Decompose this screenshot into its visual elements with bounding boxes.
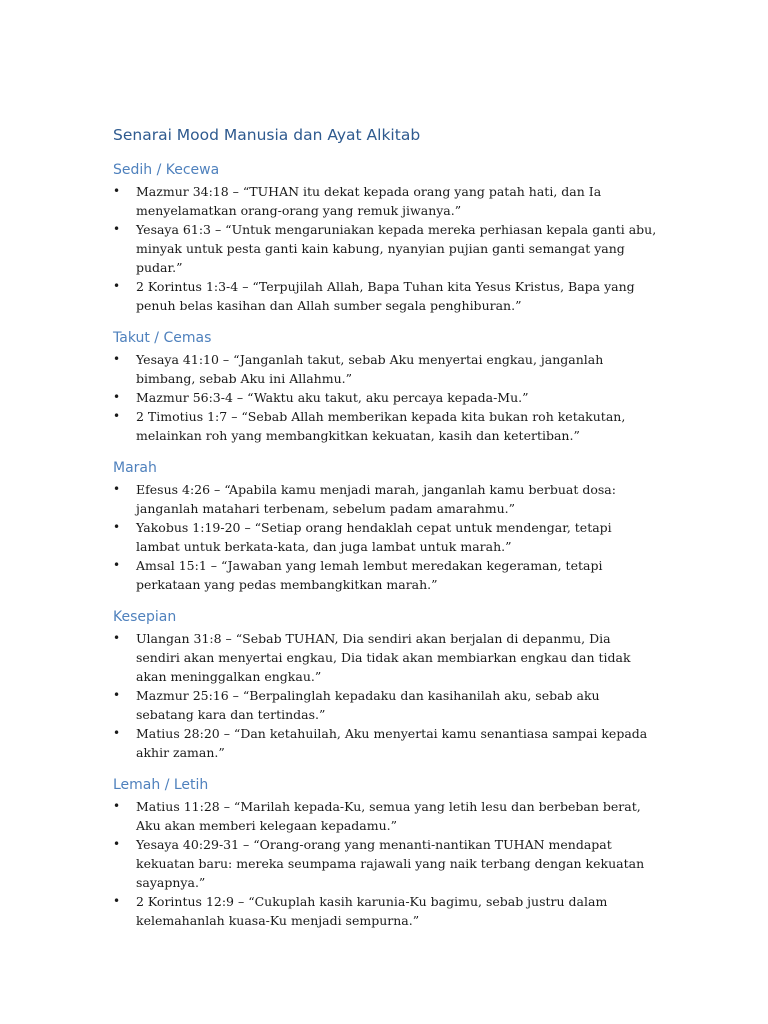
verse-text: 2 Timotius 1:7 – “Sebab Allah memberikan kepada kita bukan roh ketakutan, melainkan roh yang membangkitkan kekuatan, kasih dan ketertiban.”: [136, 409, 626, 443]
verse-list-item: [113, 686, 658, 724]
verse-list-item: [113, 182, 658, 220]
verse-text: Amsal 15:1 – “Jawaban yang lemah lembut meredakan kegeraman, tetapi perkataan yang pedas membangkitkan marah.”: [136, 558, 603, 592]
sections-container: [113, 160, 658, 930]
bullet-icon: •: [113, 894, 121, 908]
section-heading: Lemah / Letih: [113, 777, 209, 793]
bullet-icon: •: [113, 558, 121, 572]
document-title: Senarai Mood Manusia dan Ayat Alkitab: [113, 126, 421, 144]
verse-text: Matius 11:28 – “Marilah kepada-Ku, semua yang letih lesu dan berbeban berat, Aku akan memberi kelegaan kepadamu.”: [136, 799, 641, 833]
bullet-icon: •: [113, 631, 121, 645]
verse-list-item: [113, 350, 658, 388]
verse-text: Efesus 4:26 – “Apabila kamu menjadi marah, janganlah kamu berbuat dosa: janganlah matahari terbenam, sebelum padam amarahmu.”: [136, 482, 616, 516]
section: [113, 775, 658, 930]
verse-text: Yesaya 40:29-31 – “Orang-orang yang menanti-nantikan TUHAN mendapat kekuatan baru: mereka seumpama rajawali yang naik terbang dengan kekuatan sayapnya.”: [136, 837, 645, 890]
verse-text: Mazmur 34:18 – “TUHAN itu dekat kepada orang yang patah hati, dan Ia menyelamatkan orang-orang yang remuk jiwanya.”: [136, 184, 602, 218]
section: [113, 458, 658, 594]
section-heading: Takut / Cemas: [113, 330, 212, 346]
document-content: [113, 124, 658, 943]
bullet-icon: •: [113, 222, 121, 236]
section-heading: Sedih / Kecewa: [113, 162, 220, 178]
section: [113, 328, 658, 445]
verse-list-item: [113, 556, 658, 594]
verse-text: Yesaya 61:3 – “Untuk mengaruniakan kepada mereka perhiasan kepala ganti abu, minyak untuk pesta ganti kain kabung, nyanyian pujian ganti semangat yang pudar.”: [136, 222, 657, 275]
verse-list-item: [113, 724, 658, 762]
section-heading: Marah: [113, 460, 157, 476]
section-heading: Kesepian: [113, 609, 177, 625]
verse-list-item: [113, 277, 658, 315]
bullet-icon: •: [113, 482, 121, 496]
verse-text: 2 Korintus 1:3-4 – “Terpujilah Allah, Bapa Tuhan kita Yesus Kristus, Bapa yang penuh belas kasihan dan Allah sumber segala penghiburan.”: [136, 279, 635, 313]
verse-text: Yakobus 1:19-20 – “Setiap orang hendaklah cepat untuk mendengar, tetapi lambat untuk berkata-kata, dan juga lambat untuk marah.”: [136, 520, 612, 554]
verse-list-item: [113, 892, 658, 930]
bullet-icon: •: [113, 390, 121, 404]
bullet-icon: •: [113, 352, 121, 366]
verse-list: [113, 182, 658, 315]
verse-list-item: [113, 797, 658, 835]
bullet-icon: •: [113, 799, 121, 813]
bullet-icon: •: [113, 688, 121, 702]
bullet-icon: •: [113, 279, 121, 293]
verse-text: Yesaya 41:10 – “Janganlah takut, sebab Aku menyertai engkau, janganlah bimbang, sebab Aku ini Allahmu.”: [136, 352, 604, 386]
bullet-icon: •: [113, 409, 121, 423]
bullet-icon: •: [113, 520, 121, 534]
section: [113, 607, 658, 762]
verse-list-item: [113, 629, 658, 686]
verse-list-item: [113, 835, 658, 892]
bullet-icon: •: [113, 837, 121, 851]
verse-text: 2 Korintus 12:9 – “Cukuplah kasih karunia-Ku bagimu, sebab justru dalam kelemahanlah kuasa-Ku menjadi sempurna.”: [136, 894, 608, 928]
verse-list: [113, 797, 658, 930]
verse-text: Mazmur 56:3-4 – “Waktu aku takut, aku percaya kepada-Mu.”: [136, 390, 529, 405]
verse-list-item: [113, 220, 658, 277]
verse-list-item: [113, 480, 658, 518]
verse-list-item: [113, 407, 658, 445]
verse-list: [113, 480, 658, 594]
verse-list: [113, 350, 658, 445]
verse-text: Mazmur 25:16 – “Berpalinglah kepadaku dan kasihanilah aku, sebab aku sebatang kara dan tertindas.”: [136, 688, 600, 722]
verse-text: Matius 28:20 – “Dan ketahuilah, Aku menyertai kamu senantiasa sampai kepada akhir zaman.”: [136, 726, 648, 760]
verse-list-item: [113, 388, 658, 407]
bullet-icon: •: [113, 184, 121, 198]
verse-list: [113, 629, 658, 762]
verse-text: Ulangan 31:8 – “Sebab TUHAN, Dia sendiri akan berjalan di depanmu, Dia sendiri akan menyertai engkau, Dia tidak akan membiarkan engkau dan tidak akan meninggalkan engkau.”: [136, 631, 631, 684]
section: [113, 160, 658, 315]
bullet-icon: •: [113, 726, 121, 740]
verse-list-item: [113, 518, 658, 556]
